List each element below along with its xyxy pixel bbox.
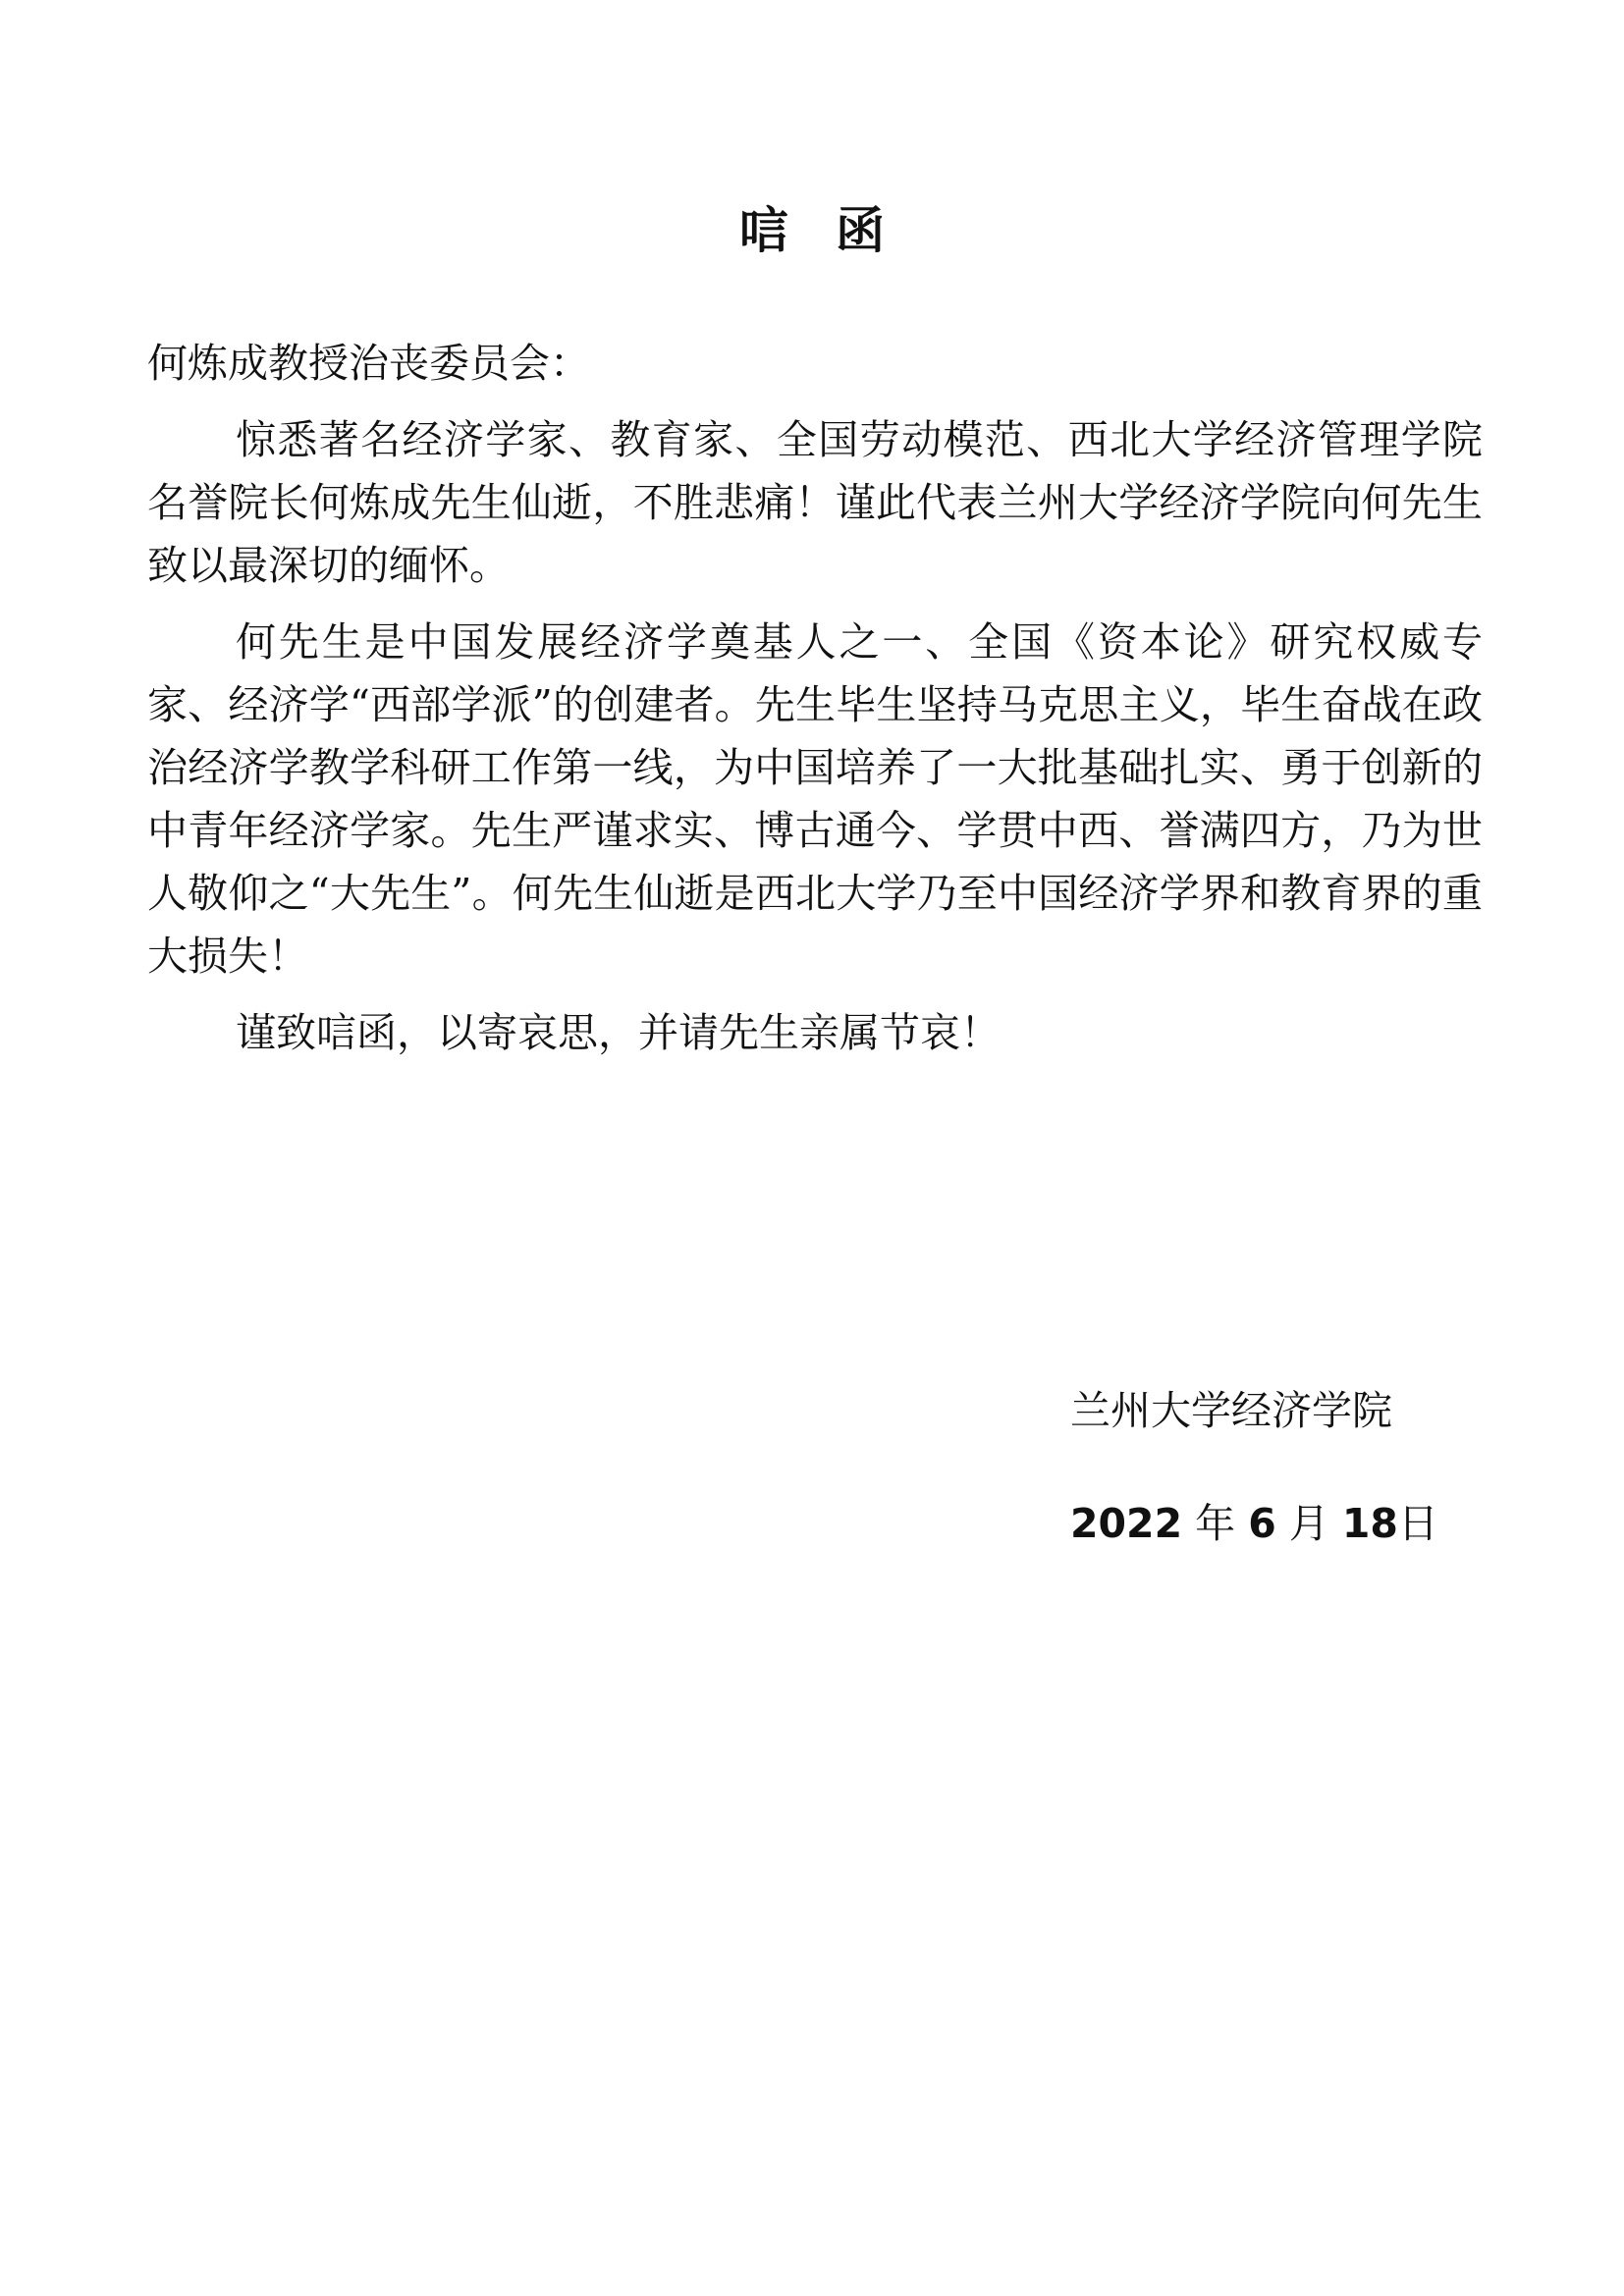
date-day-unit: 日 [1397,1500,1438,1547]
page-title: 唁函 [739,202,932,259]
date-month: 6 [1248,1500,1276,1547]
paragraph-condolence: 惊悉著名经济学家、教育家、全国劳动模范、西北大学经济管理学院名誉院长何炼成先生仙逝，不胜悲痛！谨此代表兰州大学经济学院向何先生致以最深切的缅怀。 [147,416,1483,589]
date-month-unit: 月 [1288,1500,1329,1547]
date-year: 2022 [1070,1500,1183,1547]
letter-body [147,332,1483,1078]
paragraph-closing: 谨致唁函，以寄哀思，并请先生亲属节哀！ [236,1009,1001,1056]
salutation: 何炼成教授治丧委员会： [147,340,590,387]
date-year-unit: 年 [1195,1500,1236,1547]
letter-date [1070,1492,1438,1555]
paragraph-tribute: 何先生是中国发展经济学奠基人之一、全国《资本论》研究权威专家、经济学“西部学派”的创建者。先生毕生坚持马克思主义，毕生奋战在政治经济学教学科研工作第一线，为中国培养了一大批基础扎实、勇于创新的中青年经济学家。先生严谨求实、博古通今、学贯中西、誉满四方，乃为世人敬仰之“大先生”。何先生仙逝是西北大学乃至中国经济学界和教育界的重大损失！ [147,618,1483,980]
date-day: 18 [1341,1500,1398,1547]
signature: 兰州大学经济学院 [1070,1387,1392,1434]
